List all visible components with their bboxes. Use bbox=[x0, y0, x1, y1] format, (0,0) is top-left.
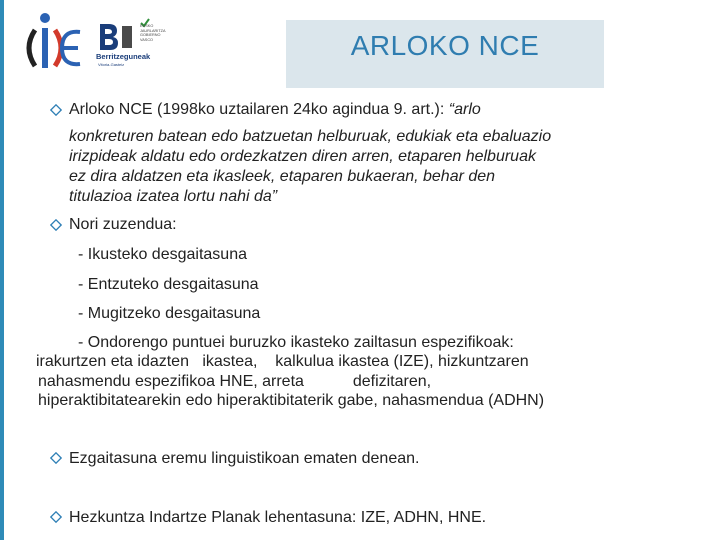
bullet-2-item: - Mugitzeko desgaitasuna bbox=[78, 305, 261, 322]
bullet-2-label: Nori zuzendua: bbox=[69, 216, 177, 233]
bullet-1-line-3: irizpideak aldatu edo ordezkatzen diren arren, etaparen helburuak bbox=[69, 148, 536, 165]
bullet-1-line-2: konkreturen batean edo batzuetan helburuak, edukiak eta ebaluazio bbox=[69, 128, 552, 145]
logo-name: Berritzeguneak bbox=[96, 52, 151, 61]
slide-title: ARLOKO NCE bbox=[350, 30, 540, 61]
bullet-1-line-1 bbox=[69, 100, 481, 120]
gov-text: EUSKO JAURLARITZA GOBIERNO VASCO bbox=[140, 24, 166, 42]
diamond-bullet-icon bbox=[50, 452, 62, 464]
bullet-1-prefix: Arloko NCE (1998ko uztailaren 24ko agindua 9. art.): bbox=[69, 101, 449, 118]
bullet-2-continuation: nahasmendu espezifikoa HNE, arreta defizitaren, bbox=[38, 373, 432, 390]
bullet-3-label: Ezgaitasuna eremu linguistikoan ematen denean. bbox=[69, 450, 420, 467]
bullet-1-quote-start: “arlo bbox=[448, 101, 481, 118]
bullet-2-continuation: irakurtzen eta idazten ikastea, kalkulua ikastea (IZE), hizkuntzaren bbox=[36, 353, 529, 370]
bullet-2-item: - Ikusteko desgaitasuna bbox=[78, 246, 247, 263]
bullet-4-label: Hezkuntza Indartze Planak lehentasuna: IZE, ADHN, HNE. bbox=[69, 509, 487, 526]
bullet-1-line-4: ez dira aldatzen eta ikasleek, etaparen bukaeran, behar den bbox=[69, 168, 496, 185]
bullet-1-line-5: titulazioa izatea lortu nahi da” bbox=[69, 188, 278, 205]
diamond-bullet-icon bbox=[50, 104, 62, 116]
bullet-2-item: - Entzuteko desgaitasuna bbox=[78, 276, 259, 293]
diamond-bullet-icon bbox=[50, 219, 62, 231]
bullet-2-continuation: hiperaktibitatearekin edo hiperaktibitaterik gabe, nahasmendua (ADHN) bbox=[38, 392, 545, 409]
logo-subtitle: Vitoria-Gasteiz bbox=[98, 62, 125, 67]
diamond-bullet-icon bbox=[50, 511, 62, 523]
bullet-2-item: - Ondorengo puntuei buruzko ikasteko zailtasun espezifikoak: bbox=[78, 334, 514, 351]
